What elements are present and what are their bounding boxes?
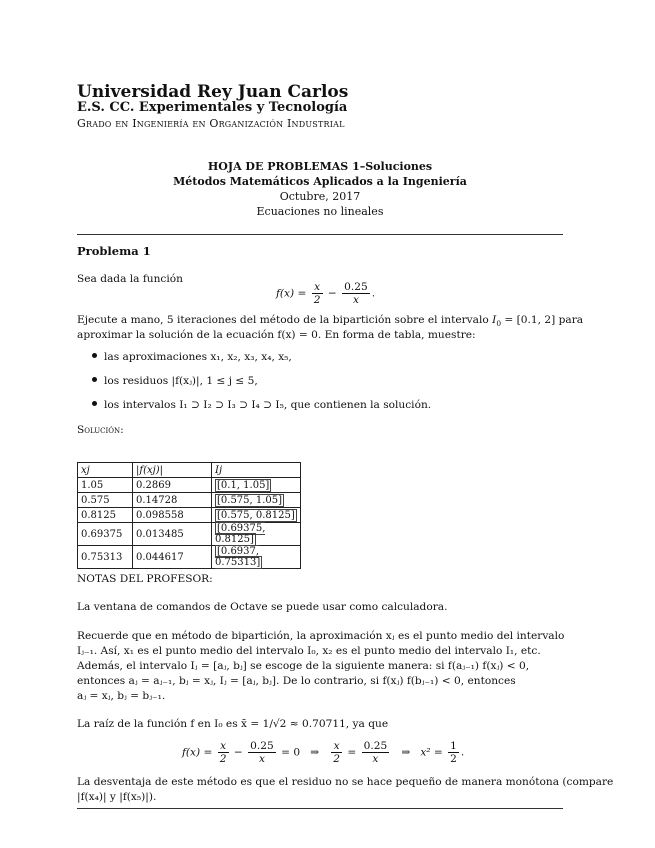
- table-cell: [0.575, 0.8125]: [212, 508, 301, 523]
- table-cell: 0.044617: [133, 546, 212, 569]
- table-cell: [0.575, 1.05]: [212, 493, 301, 508]
- topic: Ecuaciones no lineales: [256, 205, 384, 218]
- table-row: [78, 508, 301, 523]
- column-header: Ij: [212, 463, 301, 478]
- fraction: $\frac{x}{2}$: [219, 740, 227, 765]
- notes-paragraph-2: Además, el intervalo Iⱼ = [aⱼ, bⱼ] se escoge de la siguiente manera: si f(aⱼ₋₁) f(xⱼ) < 0,: [77, 660, 530, 672]
- table-cell: 0.575: [78, 493, 133, 508]
- fraction: $\frac{0.25}{x}$: [250, 740, 274, 765]
- table-cell: 0.69375: [78, 523, 133, 546]
- problem-intro: Sea dada la función: [77, 273, 183, 285]
- column-header: |f(xj)|: [133, 463, 212, 478]
- task-line-1: Ejecute a mano, 5 iteraciones del método de la bipartición sobre el intervalo $I_0 = [0.1$, 2] para: [77, 314, 584, 328]
- column-header: xj: [78, 463, 133, 478]
- faculty-name: E.S. CC. Experimentales y Tecnología: [77, 100, 348, 115]
- fraction: $\frac{0.25}{x}$: [363, 740, 388, 765]
- bottom-divider: [77, 808, 563, 809]
- table-cell: 0.098558: [133, 508, 212, 523]
- table-cell: 0.2869: [133, 478, 212, 493]
- notes-paragraph-3: La raíz de la función f en I₀ es x̄ = 1/√2 ≈ 0.70711, ya que: [77, 718, 389, 730]
- table-cell: [0.6937, 0.75313]: [212, 546, 301, 569]
- notes-paragraph-4: |f(x₄)| y |f(x₅)|).: [77, 791, 157, 803]
- task-line-2: aproximar la solución de la ecuación f(x) = 0. En forma de tabla, muestre:: [77, 329, 476, 341]
- table-cell: [0.1, 1.05]: [212, 478, 301, 493]
- table-row: [78, 523, 301, 546]
- derivation-equation: f(x) = $\frac{x}{2}$ − $\frac{0.25}{x}$ = 0 ⇒ $\frac{x}{2}$ = $\frac{0.25}{x}$ ⇒ x² = $\frac{1}{2}$ .: [182, 740, 465, 765]
- university-name: Universidad Rey Juan Carlos: [77, 82, 349, 102]
- date: Octubre, 2017: [279, 190, 361, 203]
- table-cell: 0.75313: [78, 546, 133, 569]
- notes-paragraph-2: aⱼ = xⱼ, bⱼ = bⱼ₋₁.: [77, 690, 166, 702]
- fraction: $\frac{1}{2}$: [450, 740, 457, 765]
- function-formula: f(x) = $\frac{x}{2}$ − $\frac{0.25}{x}$ .: [276, 281, 376, 306]
- list-item: los intervalos I₁ ⊃ I₂ ⊃ I₃ ⊃ I₄ ⊃ I₅, que contienen la solución.: [92, 399, 431, 411]
- notes-paragraph-1: La ventana de comandos de Octave se puede usar como calculadora.: [77, 601, 448, 613]
- table-cell: 0.8125: [78, 508, 133, 523]
- table-cell: 0.14728: [133, 493, 212, 508]
- table-cell: 0.013485: [133, 523, 212, 546]
- bullet-icon: [92, 401, 97, 406]
- degree-name: Grado en Ingeniería en Organización Industrial: [77, 117, 345, 130]
- top-divider: [77, 234, 563, 235]
- solution-label: Solución:: [77, 424, 124, 436]
- notes-paragraph-4: La desventaja de este método es que el residuo no se hace pequeño de manera monótona (compare: [77, 776, 614, 788]
- table-cell: 1.05: [78, 478, 133, 493]
- table-cell: [0.69375, 0.8125]: [212, 523, 301, 546]
- fraction: $\frac{0.25}{x}$: [344, 281, 368, 306]
- list-item: las aproximaciones x₁, x₂, x₃, x₄, x₅,: [92, 351, 292, 363]
- table-row: [78, 493, 301, 508]
- notes-heading: NOTAS DEL PROFESOR:: [77, 573, 213, 585]
- list-item: los residuos |f(xⱼ)|, 1 ≤ j ≤ 5,: [92, 375, 258, 387]
- notes-paragraph-2: Iⱼ₋₁. Así, x₁ es el punto medio del intervalo I₀, x₂ es el punto medio del intervalo I₁, etc.: [77, 645, 541, 657]
- bullet-icon: [92, 353, 97, 358]
- sheet-title: HOJA DE PROBLEMAS 1–Soluciones: [207, 160, 433, 173]
- table-row: [78, 546, 301, 569]
- bullet-icon: [92, 377, 97, 382]
- fraction: $\frac{x}{2}$: [313, 281, 321, 306]
- notes-paragraph-2: Recuerde que en método de bipartición, la aproximación xⱼ es el punto medio del intervalo: [77, 630, 565, 642]
- course-title: Métodos Matemáticos Aplicados a la Ingeniería: [173, 175, 467, 188]
- table-row: [78, 478, 301, 493]
- problem-heading: Problema 1: [77, 244, 151, 258]
- results-table: [77, 462, 301, 569]
- fraction: $\frac{x}{2}$: [333, 740, 340, 765]
- notes-paragraph-2: entonces aⱼ = aⱼ₋₁, bⱼ = xⱼ, Iⱼ = [aⱼ, bⱼ]. De lo contrario, si f(xⱼ) f(bⱼ₋₁) < 0, entonces: [77, 675, 516, 687]
- table-header-row: [78, 463, 301, 478]
